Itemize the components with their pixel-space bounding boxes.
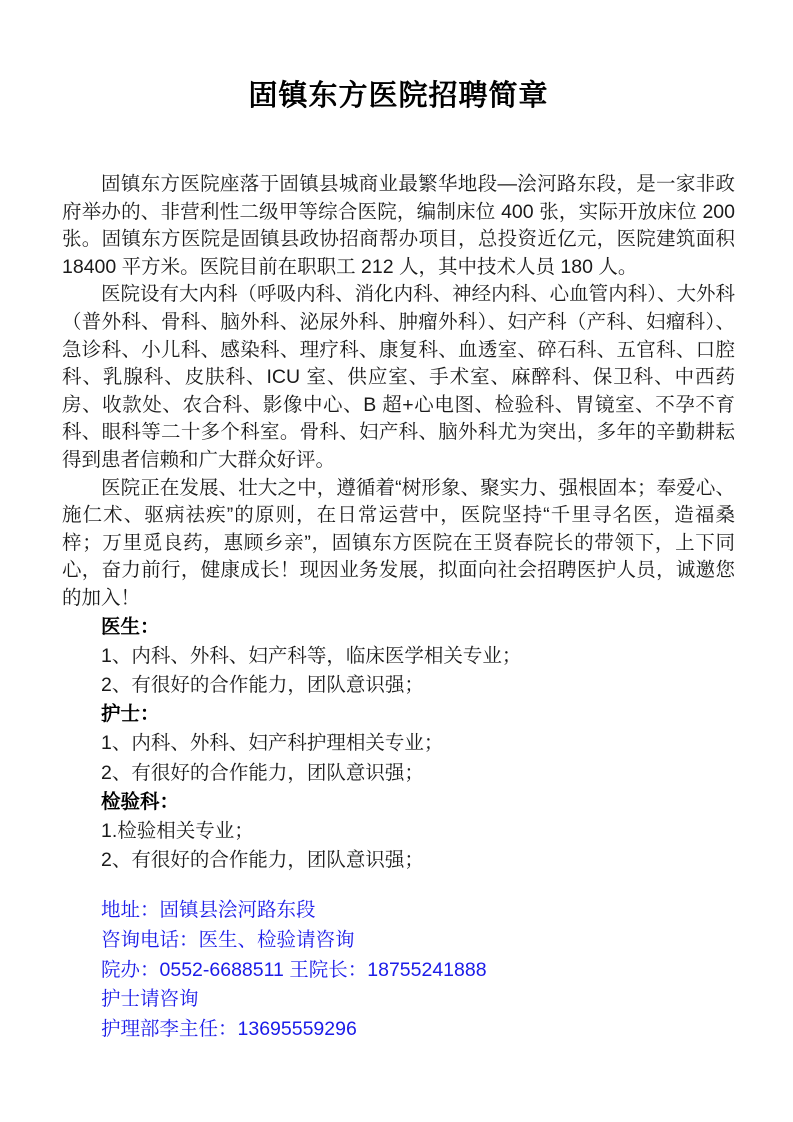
nurse-requirement-1: 1、内科、外科、妇产科护理相关专业； [101, 732, 444, 755]
doctor-requirement-1: 1、内科、外科、妇产科等，临床医学相关专业； [101, 644, 522, 667]
contact-address: 地址：固镇县浍河路东段 [101, 899, 316, 922]
contact-info [62, 896, 735, 1044]
development-paragraph: 医院正在发展、壮大之中，遵循着“树形象、聚实力、强根固本；奉爱心、施仁术、驱病祛疾”的原则，在日常运营中，医院坚持“千里寻名医，造福桑梓；万里觅良药，惠顾乡亲”，固镇东方医院在王贤春院长的带领下，上下同心，奋力前行，健康成长！现因业务发展，拟面向社会招聘医护人员，诚邀您的加入！ [62, 476, 735, 609]
contact-nurse-intro: 护士请咨询 [101, 988, 199, 1011]
doctor-requirement-2: 2、有很好的合作能力，团队意识强； [101, 673, 424, 696]
section-heading-laboratory: 检验科： [101, 790, 180, 813]
contact-phone-intro: 咨询电话：医生、检验请咨询 [101, 928, 355, 951]
recruitment-requirements [62, 613, 735, 876]
section-heading-nurse: 护士： [101, 703, 160, 726]
intro-paragraph: 固镇东方医院座落于固镇县城商业最繁华地段—浍河路东段，是一家非政府举办的、非营利性二级甲等综合医院，编制床位 400 张，实际开放床位 200 张。固镇东方医院是固镇县政协招商帮办项目，总投资近亿元，医院建筑面积 18400 平方米。医院目前在职职工 212 人，其中技术人员 180 人。 [62, 173, 735, 278]
section-heading-doctor: 医生： [101, 615, 160, 638]
laboratory-requirement-2: 2、有很好的合作能力，团队意识强； [101, 849, 424, 872]
page-title: 固镇东方医院招聘简章 [248, 80, 549, 112]
nurse-requirement-2: 2、有很好的合作能力，团队意识强； [101, 761, 424, 784]
contact-office-and-president-phone: 院办：0552-6688511 王院长：18755241888 [101, 958, 487, 981]
departments-paragraph: 医院设有大内科（呼吸内科、消化内科、神经内科、心血管内科）、大外科（普外科、骨科、脑外科、泌尿外科、肿瘤外科）、妇产科（产科、妇瘤科）、急诊科、小儿科、感染科、理疗科、康复科、血透室、碎石科、五官科、口腔科、乳腺科、皮肤科、ICU 室、供应室、手术室、麻醉科、保卫科、中西药房、收款处、农合科、影像中心、B 超+心电图、检验科、胃镜室、不孕不育科、眼科等二十多个科室。骨科、妇产科、脑外科尤为突出，多年的辛勤耕耘得到患者信赖和广大群众好评。 [62, 283, 735, 471]
laboratory-requirement-1: 1.检验相关专业； [101, 819, 254, 842]
contact-nursing-director-phone: 护理部李主任：13695559296 [101, 1017, 357, 1040]
